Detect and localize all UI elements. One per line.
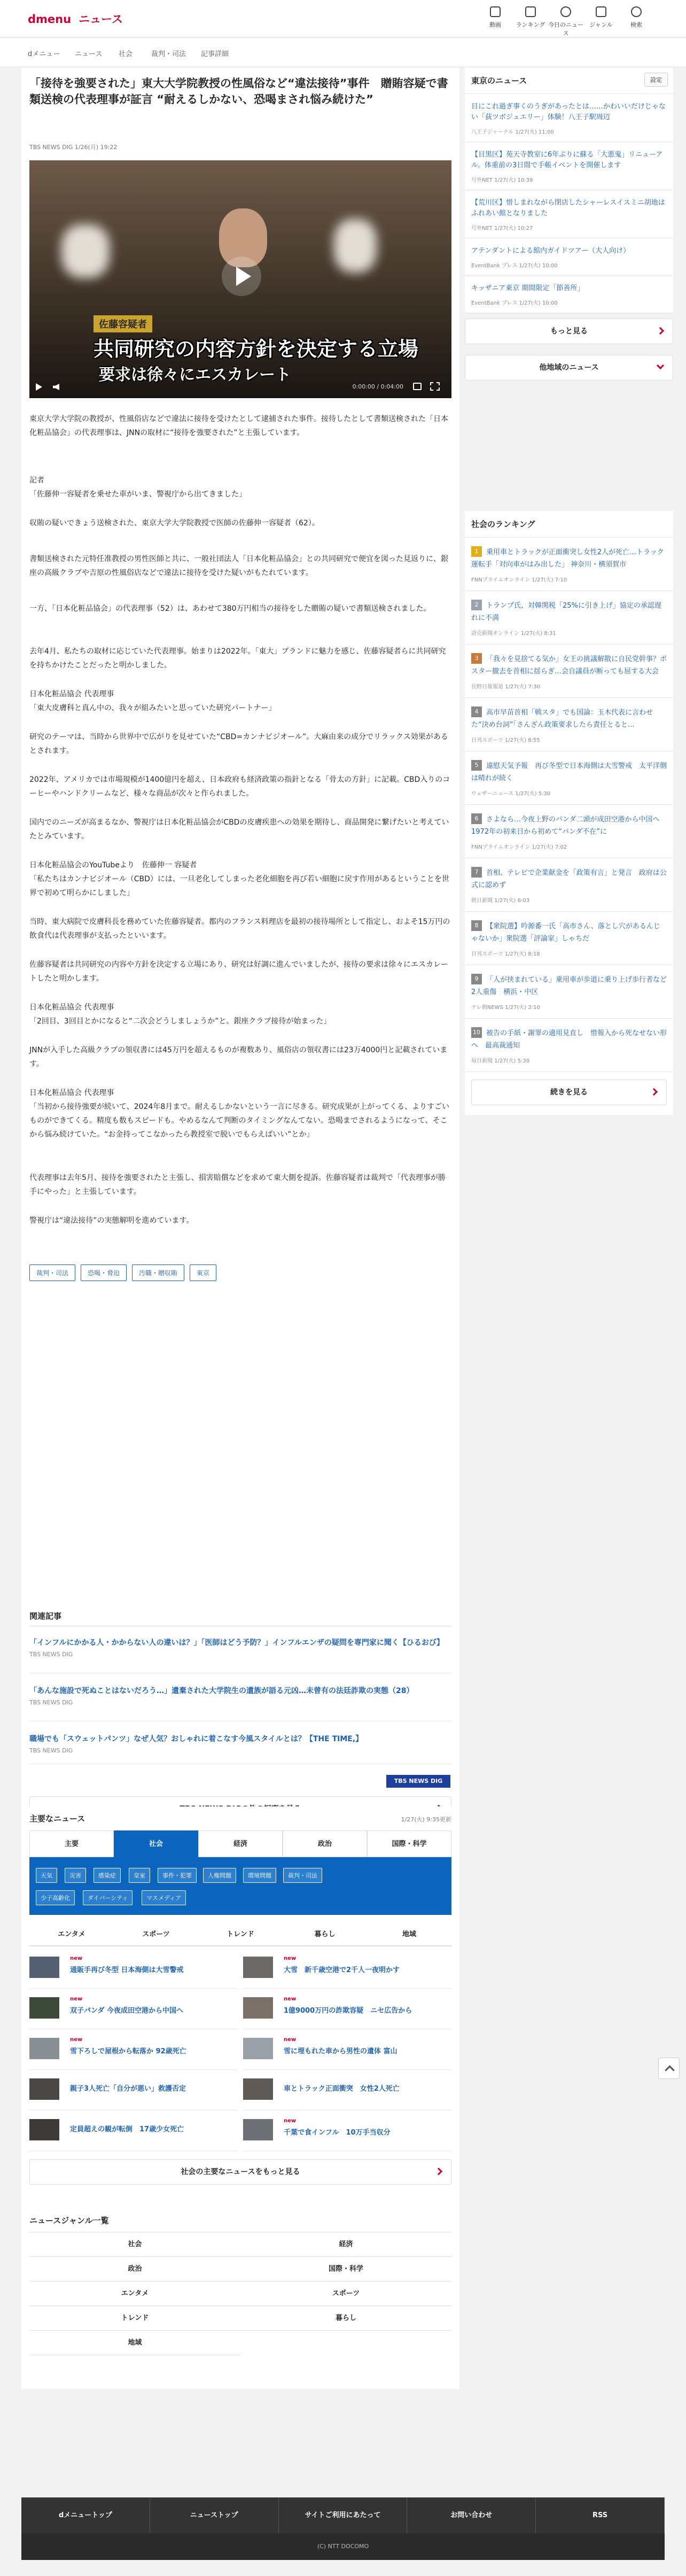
paragraph: 日本化粧品協会 代表理事 「2回目、3回目とかになると“二次会どうしましょうか”と。銀座クラブ接待が始まった」 xyxy=(29,1003,331,1026)
related-source: TBS NEWS DIG xyxy=(29,1699,73,1706)
ranking-title[interactable]: 【衆院選】吟源番一氏「高市さん、落とし穴があるんじゃないか」衆院選「評論家」しゃちだ xyxy=(471,922,660,943)
tokyo-source: 号外NET 1/27(火) 10:39 xyxy=(471,177,533,183)
genre-heading: ニュースジャンル一覧 xyxy=(29,2216,109,2225)
nav-video[interactable] xyxy=(478,4,513,37)
new-badge: new xyxy=(284,2118,297,2124)
footer-link[interactable]: ニューストップ xyxy=(150,2497,279,2533)
tokyo-title[interactable]: アテンダントによる館内ガイドツアー（大人向け） xyxy=(471,247,630,255)
footer-link[interactable]: お問い合わせ xyxy=(407,2497,536,2533)
rank-number: 1 xyxy=(471,546,482,557)
tokyo-heading-label: 東京のニュース xyxy=(471,76,527,86)
nav-label: 検索 xyxy=(630,21,642,28)
genre-grid xyxy=(29,2232,451,2355)
news-thumbnail xyxy=(243,1957,273,1978)
settings-button[interactable]: 設定 xyxy=(644,73,668,87)
fullscreen-icon[interactable] xyxy=(430,382,440,391)
rank-number: 10 xyxy=(471,1027,482,1038)
tokyo-heading xyxy=(465,67,673,94)
ranking-title[interactable]: さよなら…今夜上野のパンダ二頭が成田空港から中国へ 1972年の初来日から初めて“パンダ不在”に xyxy=(471,816,667,836)
subcat-chip[interactable]: ダイバーシティ xyxy=(83,1890,132,1905)
ranking-source: 朝日新聞 1/27(火) 6:03 xyxy=(471,898,530,904)
crown-icon xyxy=(525,6,536,17)
subcat-chip[interactable]: 事件・犯罪 xyxy=(158,1868,197,1883)
tbs-logo: TBS NEWS DIG xyxy=(386,1775,450,1788)
blurred-face xyxy=(61,224,110,278)
paragraph: 収賄の疑いできょう送検された、東京大学大学院教授で医師の佐藤伸一容疑者（62）。 xyxy=(29,519,319,527)
subcat-chip[interactable]: 皇室 xyxy=(129,1868,150,1883)
ranking-more-button[interactable] xyxy=(471,1080,667,1105)
video-icon xyxy=(490,6,501,17)
search-icon xyxy=(631,6,642,17)
ranking-source: テレ朝NEWS 1/27(火) 2:10 xyxy=(471,1005,540,1011)
genre-tabs xyxy=(29,1923,451,1946)
video-caption-main: 共同研究の内容方針を決定する立場 xyxy=(93,337,419,361)
tab-international[interactable]: 国際・科学 xyxy=(367,1830,451,1857)
breadcrumb xyxy=(0,38,686,67)
genre-link[interactable]: 国際・科学 xyxy=(240,2257,451,2282)
paragraph: 当時、東大病院で皮膚科長を務めていた佐藤容疑者。都内のフランス料理店を最初の接待場所として指定し、およそ15万円の飲食代は代表理事が支払ったといいます。 xyxy=(29,918,450,940)
subcat-chip[interactable]: 人権問題 xyxy=(203,1868,236,1883)
ranking-item[interactable] xyxy=(465,698,673,751)
breadcrumb-item[interactable]: ニュース xyxy=(75,50,103,58)
news-item[interactable] xyxy=(29,2070,238,2111)
ranking-title[interactable]: トランプ氏、対韓関税「25%に引き上げ」協定の承認遅れに不満 xyxy=(471,602,661,622)
news-item[interactable] xyxy=(243,2070,451,2111)
article-main xyxy=(21,67,459,1737)
nav-label: 今日のニュース xyxy=(548,21,583,37)
news-item[interactable] xyxy=(243,2111,451,2151)
news-title[interactable]: 大雪 新千歳空港で2千人一夜明かす xyxy=(284,1966,400,1974)
chevron-right-icon xyxy=(435,2168,442,2175)
related-item[interactable] xyxy=(29,1727,451,1764)
news-thumbnail xyxy=(29,2119,59,2140)
news-thumbnail xyxy=(29,1997,59,2019)
news-thumbnail xyxy=(243,2119,273,2140)
tab-economy[interactable]: 経済 xyxy=(198,1830,283,1857)
paragraph: 2022年、アメリカでは市場規模が1400億円を超え、日本政府も経済政策の指針となる「骨太の方針」に記載。CBD入りのコーヒーやハンドクリームなど、様々な商品が次々と作られました。 xyxy=(29,775,450,798)
article-tags xyxy=(29,1264,216,1281)
paragraph: 警視庁は“違法接待”の実態解明を進めています。 xyxy=(29,1216,194,1225)
genre-link[interactable]: 社会 xyxy=(29,2232,240,2257)
tokyo-item[interactable] xyxy=(465,94,673,142)
tokyo-source: 八王子ジャーナル 1/27(火) 11:00 xyxy=(471,129,554,135)
news-item[interactable] xyxy=(29,1989,238,2029)
news-thumbnail xyxy=(243,1997,273,2019)
tokyo-item[interactable] xyxy=(465,142,673,190)
ranking-item[interactable] xyxy=(465,591,673,645)
ranking-item[interactable] xyxy=(465,538,673,591)
tag[interactable]: 恐喝・脅迫 xyxy=(81,1264,127,1281)
rank-number: 3 xyxy=(471,653,482,664)
volume-icon[interactable] xyxy=(53,384,59,390)
video-caption-label: 佐藤容疑者 xyxy=(93,315,152,332)
rank-number: 7 xyxy=(471,867,482,878)
tab-sports[interactable]: スポーツ xyxy=(114,1923,198,1946)
subcat-chip[interactable]: 少子高齢化 xyxy=(36,1890,75,1905)
news-thumbnail xyxy=(29,2078,59,2100)
nav-label: ジャンル xyxy=(589,21,613,28)
tokyo-item[interactable] xyxy=(465,190,673,238)
video-controls xyxy=(29,376,451,398)
news-title[interactable]: 双子パンダ 今夜成田空港から中国へ xyxy=(70,2007,184,2015)
ranking-source: 日刊スポーツ 1/27(火) 8:18 xyxy=(471,951,540,957)
tag[interactable]: 裁判・司法 xyxy=(29,1264,75,1281)
nav-label: ランキング xyxy=(516,21,545,28)
logo-dmenu: dmenu xyxy=(28,13,72,26)
caption-icon[interactable] xyxy=(413,383,422,390)
tab-main[interactable]: 主要 xyxy=(29,1830,114,1857)
subcategory-panel xyxy=(29,1857,451,1915)
paragraph: 研究のテーマは、当時から世界中で広がりを見せていた“CBD=カンナビジオール”。大麻由来の成分でリラックス効果があるとされます。 xyxy=(29,733,448,755)
tokyo-more-button[interactable] xyxy=(465,319,673,344)
tab-society[interactable]: 社会 xyxy=(114,1830,198,1857)
ranking-heading: 社会のランキング xyxy=(465,511,673,538)
article-meta: TBS NEWS DIG 1/26(月) 19:22 xyxy=(29,144,118,151)
subcat-chip[interactable]: 裁判・司法 xyxy=(283,1868,322,1883)
news-thumbnail xyxy=(29,2038,59,2059)
tokyo-news-box xyxy=(465,67,673,393)
related-source: TBS NEWS DIG xyxy=(29,1747,73,1754)
ranking-source: ウェザーニュース 1/27(火) 5:30 xyxy=(471,791,551,797)
genre-link[interactable]: スポーツ xyxy=(240,2282,451,2306)
new-badge: new xyxy=(70,2037,83,2043)
news-item[interactable] xyxy=(29,2029,238,2070)
ranking-item[interactable] xyxy=(465,965,673,1019)
ranking-title[interactable]: 乗用車とトラックが正面衝突し女性2人が死亡…トラック運転手「対向車がはみ出した」 神奈川・横須賀市 xyxy=(471,548,664,569)
tab-region[interactable]: 地域 xyxy=(367,1923,451,1946)
tokyo-item[interactable] xyxy=(465,238,673,276)
paragraph: 日本化粧品協会 代表理事 「東大皮膚科と真ん中の、我々が組みたいと思っていた研究パートナー」 xyxy=(29,690,276,712)
other-region-button[interactable] xyxy=(465,355,673,381)
more-label: 続きを見る xyxy=(550,1088,588,1097)
more-society-button[interactable] xyxy=(29,2159,451,2185)
site-header xyxy=(0,0,686,37)
tokyo-title[interactable]: 【目黒区】苑天寺教室に6年ぶりに蘇る「大悪鬼」リニューアル。体重前の3日間で手帳イベントを開催します xyxy=(471,151,663,169)
subcat-chip[interactable]: 環境問題 xyxy=(243,1868,276,1883)
chevron-right-icon xyxy=(657,327,664,335)
rank-number: 2 xyxy=(471,600,482,610)
rank-number: 9 xyxy=(471,974,482,984)
tab-entertainment[interactable]: エンタメ xyxy=(29,1923,114,1946)
news-title[interactable]: 車とトラック正面衝突 女性2人死亡 xyxy=(284,2085,400,2093)
major-heading: 主要なニュース xyxy=(29,1814,85,1824)
more-label: 社会の主要なニュースをもっと見る xyxy=(181,2168,300,2176)
news-thumbnail xyxy=(243,2038,273,2059)
breadcrumb-item[interactable]: dメニュー xyxy=(28,50,60,58)
ranking-title[interactable]: 高市早苗首相「戦スタ」でも国論：玉木代表に言わせた“決め台詞”「さんざん政策要求したら責任とると... xyxy=(471,709,653,729)
paragraph: 日本化粧品協会のYouTubeより 佐藤伸一 容疑者 「私たちはカンナビジオール（CBD）には、一旦老化してしまった老化細胞を再び若い細胞に戻す作用があるということを世界で初めて明らかにしました」 xyxy=(29,861,449,897)
genre-link[interactable]: トレンド xyxy=(29,2306,240,2331)
related-title[interactable]: 「インフルにかかる人・かからない人の違いは？」「医師はどう予防？」インフルエンザの疑問を専門家に聞く【ひるおび】 xyxy=(29,1639,444,1647)
other-label: 他地域のニュース xyxy=(539,363,599,372)
nav-label: 動画 xyxy=(489,21,501,28)
news-title[interactable]: 雪下ろしで屋根から転落か 92歳死亡 xyxy=(70,2047,186,2055)
related-item[interactable] xyxy=(29,1631,451,1673)
logo-news: ニュース xyxy=(79,13,123,26)
ranking-source: 読売新聞オンライン 1/27(火) 8:31 xyxy=(471,631,556,637)
ranking-item[interactable] xyxy=(465,751,673,805)
article-title: 「接待を強要された」東大大学院教授の性風俗など“違法接待”事件 贈賄容疑で書類送検の代表理事が証言 “耐えるしかない、恐喝まされ悩み続けた” xyxy=(29,77,448,106)
genre-link[interactable]: 経済 xyxy=(240,2232,451,2257)
subcat-chip[interactable]: 天気 xyxy=(36,1868,57,1883)
paragraph: 佐藤容疑者は共同研究の内容や方針を決定する立場にあり、研究は好調に進んでいましたが、接待の要求は徐々にエスカレートしたと明かします。 xyxy=(29,960,448,983)
rank-number: 8 xyxy=(471,920,482,931)
footer-nav xyxy=(21,2497,665,2533)
subcat-chip[interactable]: 感染症 xyxy=(93,1868,121,1883)
chevron-right-icon xyxy=(650,1088,658,1096)
tokyo-title[interactable]: 【荒川区】惜しまれながら閉店したシャーレスイスミニ胡地はふれあい館となりました xyxy=(471,199,665,218)
tab-life[interactable]: 暮らし xyxy=(283,1923,367,1946)
paragraph: 書類送検された元特任准教授の男性医師と共に、一般社団法人「日本化粧品協会」との共同研究で便宜を図った見返りに、銀座の高級クラブや吉原の性風俗店などで違法に接待を受けた疑いがもたれています。 xyxy=(29,555,448,577)
video-time: 0:00:00 / 0:04:00 xyxy=(352,383,403,390)
tokyo-title[interactable]: キッザニア東京 期間限定「節善所」 xyxy=(471,284,584,292)
site-logo[interactable] xyxy=(28,11,123,27)
related-title[interactable]: 職場でも「スウェットパンツ」なぜ人気？おしゃれに着こなす今風スタイルとは？【THE TIME,】 xyxy=(29,1735,363,1743)
tokyo-more-area xyxy=(465,313,673,393)
genre-link[interactable]: 暮らし xyxy=(240,2306,451,2331)
ranking-source: 長野日報報道 1/27(火) 7:30 xyxy=(471,684,541,690)
tokyo-source: EventBank プレス 1/27(火) 10:00 xyxy=(471,263,558,269)
footer-link[interactable]: サイトご利用にあたって xyxy=(279,2497,408,2533)
ranking-item[interactable] xyxy=(465,912,673,965)
tag[interactable]: 汚職・贈収賄 xyxy=(132,1264,184,1281)
news-thumbnail xyxy=(243,2078,273,2100)
news-item[interactable] xyxy=(243,2029,451,2070)
play-small-icon[interactable] xyxy=(36,383,42,391)
more-label: もっと見る xyxy=(550,327,588,336)
news-item[interactable] xyxy=(29,1948,238,1989)
blurred-face xyxy=(334,219,377,273)
genre-link[interactable]: 政治 xyxy=(29,2257,240,2282)
paragraph: 国内でのニーズが高まるなか、警視庁は日本化粧品協会がCBDの皮膚疾患への効果を期待し、商品開発に繋げたいと考えていたとみています。 xyxy=(29,818,449,841)
genre-link[interactable]: エンタメ xyxy=(29,2282,240,2306)
news-title[interactable]: 親子3人死亡「自分が悪い」救護否定 xyxy=(70,2085,186,2093)
ranking-more-area xyxy=(465,1072,673,1115)
rank-number: 5 xyxy=(471,760,482,771)
nav-genre[interactable] xyxy=(583,4,619,37)
news-title[interactable]: 通販手再び冬型 日本海側は大雪警戒 xyxy=(70,1966,184,1974)
ranking-title[interactable]: 被告の手紙・謝罪の適用見直し 惜報入から死なせない形へ 最高裁通知 xyxy=(471,1029,667,1050)
paragraph: 去年4月、私たちの取材に応じていた代表理事。始まりは2022年。「東大」ブランドに魅力を感じ、佐藤容疑者らに共同研究を持ちかけたことだったと明かしました。 xyxy=(29,647,446,670)
related-heading: 関連記事 xyxy=(29,1610,451,1626)
ranking-title[interactable]: 「人が挟まれている」乗用車が歩道に乗り上げ歩行者など2人重傷 横浜・中区 xyxy=(471,976,667,996)
news-title[interactable]: 定員超えの観が転倒 17歳少女死亡 xyxy=(70,2125,184,2133)
new-badge: new xyxy=(284,2037,297,2043)
paragraph: 日本化粧品協会 代表理事 「当初から接待強要が続いて、2024年8月まで。耐えるしかないという一言に尽きる。研究成果が上がってくる、よりすごいものができてくる。精度も数もスピードも。やめるなんて判断のタイミングなんてない。恐喝までされるようになって、そこから悩み続けていた。“お金持ってこなかったら教授室で脱いでもらえばいい”とか」 xyxy=(29,1089,449,1139)
play-icon[interactable] xyxy=(222,257,261,296)
subcat-chip[interactable]: 災害 xyxy=(65,1868,86,1883)
paragraph: 記者 「佐藤伸一容疑者を乗せた車がいま、警視庁から出てきました」 xyxy=(29,476,246,499)
paragraph: 一方、「日本化粧品協会」の代表理事（52）は、あわせて380万円相当の接待をした贈賄の疑いで書類送検されました。 xyxy=(29,604,431,613)
new-badge: new xyxy=(284,1956,297,1961)
chevron-down-icon xyxy=(657,362,664,369)
related-item[interactable] xyxy=(29,1679,451,1721)
paragraph: 東京大学大学院の教授が、性風俗店などで違法に接待を受けたとして逮捕された事件。接待したとして書類送検された「日本化粧品協会」の代表理事は、JNNの取材に“接待を強要された”と主張しています。 xyxy=(29,415,448,437)
news-title[interactable]: 1億9000万円の詐欺容疑 ニセ広告から xyxy=(284,2007,412,2015)
major-updated: 1/27(火) 9:35更新 xyxy=(401,1816,451,1823)
news-item[interactable] xyxy=(29,2111,238,2151)
news-item[interactable] xyxy=(243,1948,451,1989)
subcat-chip[interactable]: マスメディア xyxy=(142,1890,186,1905)
copyright: (C) NTT DOCOMO xyxy=(21,2533,665,2560)
category-tabs xyxy=(29,1830,451,1857)
footer-link[interactable]: RSS xyxy=(536,2497,665,2533)
ranking-item[interactable] xyxy=(465,645,673,698)
genre-link[interactable]: 地域 xyxy=(29,2331,240,2355)
grid-icon xyxy=(596,6,606,17)
news-title[interactable]: 雪に埋もれた車から男性の遺体 富山 xyxy=(284,2047,397,2055)
ranking-source: 毎日新聞 1/27(火) 5:30 xyxy=(471,1058,530,1064)
nav-ranking[interactable] xyxy=(513,4,548,37)
footer-link[interactable]: dメニュートップ xyxy=(21,2497,150,2533)
ranking-item[interactable] xyxy=(465,805,673,858)
ranking-title[interactable]: 首相、テレビで企業献金を「政策有言」と発言 政府は公式に認めず xyxy=(471,869,667,889)
breadcrumb-item: 記事詳細 xyxy=(201,50,229,58)
rank-number: 4 xyxy=(471,707,482,717)
rank-number: 6 xyxy=(471,813,482,824)
tokyo-title[interactable]: 目にこれ過ぎ事くのうぎがあったとは……かわいいだけじゃない「荻ツボジュエリー」体験！八王子駅周辺 xyxy=(471,103,666,121)
breadcrumb-item[interactable]: 社会 xyxy=(119,50,133,58)
news-item[interactable] xyxy=(243,1989,451,2029)
paragraph: 代表理事は去年5月、接待を強要されたと主張し、損害賠償などを求めて東大側を提訴。佐藤容疑者は裁判で「代表理事が勝手にやった」と主張しています。 xyxy=(29,1174,446,1196)
new-badge: new xyxy=(70,1996,83,2002)
ranking-box xyxy=(465,511,673,1115)
nav-today[interactable] xyxy=(548,4,583,37)
genre-list-section xyxy=(21,2207,459,2357)
related-source: TBS NEWS DIG xyxy=(29,1651,73,1658)
ranking-title[interactable]: 「我々を見捨てる気か」女王の挑議解散に自民党幹事？ボスター撤去を首相に揺らぎ…会自議員が断っても屈する大会 xyxy=(471,655,667,676)
tokyo-source: 号外NET 1/27(火) 10:27 xyxy=(471,226,533,231)
news-thumbnail xyxy=(29,1957,59,1978)
back-to-top-icon[interactable] xyxy=(658,2058,680,2079)
ranking-item[interactable] xyxy=(465,858,673,912)
news-title[interactable]: 千葉で食インフル 10万手当収分 xyxy=(284,2129,391,2137)
nav-search[interactable] xyxy=(619,4,654,37)
tag[interactable]: 東京 xyxy=(190,1264,216,1281)
new-badge: new xyxy=(70,1956,83,1961)
ranking-source: FNNプライムオンライン 1/27(火) 7:10 xyxy=(471,577,567,583)
ranking-title[interactable]: 遠慰天気予報 再び冬型で日本海側は大雪警戒 太平洋側は晴れが続く xyxy=(471,762,667,782)
video-player[interactable] xyxy=(29,160,451,398)
ranking-source: FNNプライムオンライン 1/27(火) 7:02 xyxy=(471,844,567,850)
tokyo-item[interactable] xyxy=(465,276,673,313)
ranking-source: 日刊スポーツ 1/27(火) 8:55 xyxy=(471,738,540,743)
video-caption-sub: 要求は徐々にエスカレート xyxy=(99,366,291,384)
ranking-item[interactable] xyxy=(465,1019,673,1072)
breadcrumb-item[interactable]: 裁判・司法 xyxy=(151,50,186,58)
new-badge: new xyxy=(284,1996,297,2002)
clock-icon xyxy=(560,6,571,17)
related-title[interactable]: 「あんな施設で死ぬことはないだろう…」遺棄された大学院生の遺族が語る元凶…未曾有の法廷詐欺の実態（28） xyxy=(29,1687,414,1695)
tab-trend[interactable]: トレンド xyxy=(198,1923,283,1946)
header-nav xyxy=(478,4,654,37)
tokyo-source: EventBank プレス 1/27(火) 10:00 xyxy=(471,300,558,306)
paragraph: JNNが入手した高級クラブの領収書には45万円を超えるものが複数あり、風俗店の領収書には23万4000円と記載されています。 xyxy=(29,1046,448,1068)
tab-politics[interactable]: 政治 xyxy=(283,1830,367,1857)
